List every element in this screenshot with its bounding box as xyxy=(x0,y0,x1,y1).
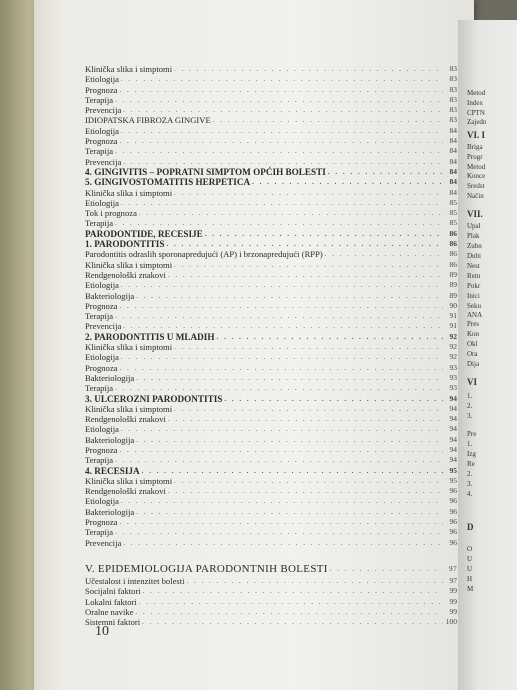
right-page-fragment-text: Dija xyxy=(467,360,480,368)
right-page-fragment xyxy=(467,192,517,202)
toc-entry xyxy=(85,218,457,228)
toc-entry-label: Učestalost i intenzitet bolesti xyxy=(85,575,185,586)
toc-leader-dots xyxy=(119,301,443,311)
toc-entry-page: 91 xyxy=(449,311,457,321)
toc-leader-dots xyxy=(135,607,443,617)
right-page-fragment-text: Briga xyxy=(467,143,483,151)
toc-entry-page: 93 xyxy=(449,362,457,372)
toc-entry-label: Klinička slika i simptomi xyxy=(85,187,173,198)
toc-entry xyxy=(85,424,457,434)
toc-entry-page: 96 xyxy=(449,506,457,516)
toc-entry-page: 84 xyxy=(449,156,457,166)
toc-entry-label: Klinička slika i simptomi xyxy=(85,475,173,486)
right-page-fragment-text: Pokr xyxy=(467,282,481,290)
toc-entry-label: Bakteriologija xyxy=(85,372,135,383)
toc-entry-label: Etiologija xyxy=(85,352,119,363)
toc-entry xyxy=(85,486,457,496)
toc-entry-label: Terapija xyxy=(85,146,114,157)
toc-entry-label: PARODONTIDE, RECESIJE xyxy=(85,228,203,239)
right-page-fragment-text: 4. xyxy=(467,490,473,498)
toc-leader-dots xyxy=(121,126,443,136)
toc-leader-dots xyxy=(213,115,443,125)
toc-entry-label: 4. RECESIJA xyxy=(85,465,140,476)
toc-leader-dots xyxy=(139,208,443,218)
right-page-fragment xyxy=(467,222,517,232)
toc-entry-page: 83 xyxy=(449,74,457,84)
toc-entry-page: 85 xyxy=(449,208,457,218)
toc-entry-label: Rendgenološki znakovi xyxy=(85,486,166,497)
toc-entry-label: Etiologija xyxy=(85,280,119,291)
toc-entry-label: Terapija xyxy=(85,527,114,538)
toc-leader-dots xyxy=(115,218,443,228)
toc-entry-page: 85 xyxy=(449,197,457,207)
toc-leader-dots xyxy=(143,586,443,596)
right-page-fragment-text: M xyxy=(467,585,474,593)
toc-entry-label: Terapija xyxy=(85,455,114,466)
toc-entry xyxy=(85,208,457,218)
right-page-fragment-text: Dubi xyxy=(467,252,481,260)
toc-entry xyxy=(85,352,457,362)
toc-leader-dots xyxy=(115,95,443,105)
toc-leader-dots xyxy=(174,342,443,352)
toc-entry-page: 89 xyxy=(449,280,457,290)
toc-entry-label: Prognoza xyxy=(85,444,118,455)
toc-entry-label: Etiologija xyxy=(85,125,119,136)
toc-leader-dots xyxy=(168,414,443,424)
right-page-fragment-text: Zubn xyxy=(467,242,482,250)
right-page-fragment xyxy=(467,252,517,262)
toc-entry-page: 99 xyxy=(449,606,457,616)
right-page-fragment-text: Inici xyxy=(467,292,480,300)
toc-entry xyxy=(85,363,457,373)
toc-entry-label: Etiologija xyxy=(85,424,119,435)
toc-entry-label: Oralne navike xyxy=(85,606,134,617)
toc-entry-label: 2. PARODONTITIS U MLADIH xyxy=(85,331,215,342)
right-page-fragment xyxy=(467,523,517,534)
right-page-fragment-text: D xyxy=(467,523,474,532)
right-page-fragment xyxy=(467,330,517,340)
right-page-fragment xyxy=(467,262,517,272)
toc-entry xyxy=(85,270,457,280)
toc-entry-label: Prevencija xyxy=(85,321,122,332)
toc-entry xyxy=(85,586,457,596)
toc-entry-page: 83 xyxy=(449,64,457,73)
toc-entry-label: 3. ULCEROZNI PARODONTITIS xyxy=(85,393,223,404)
toc-entry-label: 4. GINGIVITIS – POPRATNI SIMPTOM OPĆIH BOLESTI xyxy=(85,166,326,177)
toc-entry-page: 84 xyxy=(449,146,457,156)
right-page-fragment xyxy=(467,292,517,302)
toc-entry-page: 99 xyxy=(449,586,457,596)
toc-entry xyxy=(85,404,457,414)
right-page-fragment-text: Upal xyxy=(467,222,481,230)
toc-entry-page: 86 xyxy=(449,259,457,269)
toc-entry xyxy=(85,383,457,393)
right-page-fragment xyxy=(467,545,517,555)
right-page-fragment xyxy=(467,182,517,192)
toc-entry-label: Prognoza xyxy=(85,136,118,147)
toc-entry-page: 94 xyxy=(449,444,457,454)
toc-entry xyxy=(85,115,457,125)
toc-entry-page: 94 xyxy=(449,434,457,444)
toc-leader-dots xyxy=(115,455,443,465)
toc-leader-dots xyxy=(136,507,443,517)
toc-entry xyxy=(85,332,457,342)
toc-entry xyxy=(85,617,457,627)
toc-entry xyxy=(85,538,457,548)
toc-entry-page: 99 xyxy=(449,596,457,606)
right-page-fragment-text: Plak xyxy=(467,232,480,240)
toc-entry-page: 94 xyxy=(449,414,457,424)
toc-leader-dots xyxy=(115,527,443,537)
toc-entry-page: 97 xyxy=(449,575,457,585)
toc-entry-page: 83 xyxy=(449,105,457,115)
toc-entry-label: Prognoza xyxy=(85,517,118,528)
toc-entry-page: 83 xyxy=(449,94,457,104)
toc-entry xyxy=(85,507,457,517)
toc-entry-page: 85 xyxy=(449,218,457,228)
toc-entry xyxy=(85,301,457,311)
right-page-fragment-text: CPTN xyxy=(467,109,485,117)
right-page-fragment-text: Nest xyxy=(467,262,480,270)
toc-entry-page: 96 xyxy=(449,496,457,506)
toc-entry xyxy=(85,85,457,95)
toc-entry xyxy=(85,198,457,208)
toc-entry xyxy=(85,321,457,331)
toc-entry xyxy=(85,249,457,259)
toc-entry-label: 1. PARODONTITIS xyxy=(85,239,165,250)
right-page-fragment-text: 3. xyxy=(467,480,473,488)
right-page-fragment xyxy=(467,131,517,142)
right-page-fragment xyxy=(467,242,517,252)
right-page-fragment-text: Način xyxy=(467,192,484,200)
toc-entry-page: 89 xyxy=(449,269,457,279)
page-number: 10 xyxy=(95,624,109,639)
right-page-fragment xyxy=(467,575,517,585)
toc-leader-dots xyxy=(174,260,443,270)
toc-entry xyxy=(85,466,457,476)
toc-entry xyxy=(85,607,457,617)
toc-leader-dots xyxy=(166,239,443,249)
toc-entry-page: 96 xyxy=(449,527,457,537)
toc-entry-label: Terapija xyxy=(85,311,114,322)
toc-entry-label: Prognoza xyxy=(85,362,118,373)
toc-entry-page: 83 xyxy=(449,115,457,125)
right-page-fragment xyxy=(467,378,517,389)
toc-entry-page: 100 xyxy=(445,617,457,627)
toc-entry-label: Etiologija xyxy=(85,74,119,85)
toc-entry xyxy=(85,311,457,321)
right-page-fragment xyxy=(467,89,517,99)
toc-entry xyxy=(85,394,457,404)
toc-entry-label: Terapija xyxy=(85,94,114,105)
toc-entry-page: 96 xyxy=(449,517,457,527)
right-page-fragment xyxy=(467,470,517,480)
right-page-fragment xyxy=(467,143,517,153)
toc-entry xyxy=(85,455,457,465)
toc-leader-dots xyxy=(174,188,443,198)
toc-entry-label: Etiologija xyxy=(85,197,119,208)
toc-entry xyxy=(85,260,457,270)
right-page-fragment-text: Seku xyxy=(467,302,481,310)
toc-entry-page: 84 xyxy=(449,166,457,176)
right-page-fragment-text: VI xyxy=(467,378,478,387)
toc-leader-dots xyxy=(139,597,443,607)
right-page-fragment xyxy=(467,450,517,460)
toc-entry-page: 84 xyxy=(449,125,457,135)
toc-entry xyxy=(85,136,457,146)
toc-leader-dots xyxy=(136,435,443,445)
toc-entry xyxy=(85,229,457,239)
right-page-fragment-text: 1. xyxy=(467,440,473,448)
right-page-fragment xyxy=(467,340,517,350)
right-page-fragment-text: Metod xyxy=(467,163,486,171)
right-page-fragment xyxy=(467,282,517,292)
right-page-fragment xyxy=(467,172,517,182)
toc-leader-dots xyxy=(121,424,443,434)
toc-entry xyxy=(85,435,457,445)
toc-entry xyxy=(85,126,457,136)
toc-entry-page: 92 xyxy=(449,342,457,352)
toc-entry xyxy=(85,576,457,586)
toc-entry-label: Etiologija xyxy=(85,496,119,507)
toc-entry xyxy=(85,239,457,249)
right-page-fragment xyxy=(467,402,517,412)
toc-entry-label: Prognoza xyxy=(85,84,118,95)
toc-entry-page: 96 xyxy=(449,486,457,496)
toc-entry-label: Parodontitis odraslih sporonapredujući (AP) i brzonapredujući (RPP) xyxy=(85,249,323,260)
toc-leader-dots xyxy=(217,332,444,342)
toc-entry-page: 96 xyxy=(449,537,457,547)
right-page-fragment-text: 2. xyxy=(467,470,473,478)
right-page-fragment-text: Konce xyxy=(467,172,486,180)
toc-entry-page: 95 xyxy=(449,465,457,475)
right-page-fragment-text: 3. xyxy=(467,412,473,420)
toc-entry-page: 93 xyxy=(449,372,457,382)
toc-leader-dots xyxy=(168,270,443,280)
toc-leader-dots xyxy=(121,198,443,208)
right-page-fragment-text: O xyxy=(467,545,473,553)
right-page-fragment xyxy=(467,480,517,490)
right-page-fragment xyxy=(467,320,517,330)
toc-leader-dots xyxy=(119,136,443,146)
toc-entry-label: Klinička slika i simptomi xyxy=(85,64,173,74)
toc-entry xyxy=(85,562,457,576)
toc-leader-dots xyxy=(205,229,443,239)
toc-leader-dots xyxy=(174,64,443,74)
right-page-fragment-text: U xyxy=(467,565,473,573)
toc-entry xyxy=(85,167,457,177)
toc-leader-dots xyxy=(325,249,443,259)
toc-entry-label: Klinička slika i simptomi xyxy=(85,403,173,414)
toc-leader-dots xyxy=(121,74,443,84)
toc-leader-dots xyxy=(119,517,443,527)
toc-entry xyxy=(85,157,457,167)
toc-entry-label: Rendgenološki znakovi xyxy=(85,414,166,425)
right-page-fragment-text: Okl xyxy=(467,340,478,348)
toc-entry xyxy=(85,280,457,290)
toc-entry-page: 84 xyxy=(449,136,457,146)
right-page-fragment xyxy=(467,555,517,565)
toc-entry xyxy=(85,414,457,424)
toc-entry-page: 94 xyxy=(449,455,457,465)
toc-entry-page: 86 xyxy=(449,239,457,249)
toc-entry-label: Socijalni faktori xyxy=(85,586,141,597)
toc-entry xyxy=(85,146,457,156)
right-page-fragment-text: Sredst xyxy=(467,182,485,190)
toc-entry-page: 83 xyxy=(449,84,457,94)
right-page-fragment xyxy=(467,272,517,282)
toc-leader-dots xyxy=(123,105,443,115)
toc-leader-dots xyxy=(224,394,443,404)
right-page-fragment-text: Re xyxy=(467,460,475,468)
toc-entry xyxy=(85,445,457,455)
right-page-fragment xyxy=(467,490,517,500)
toc-leader-dots xyxy=(330,562,443,576)
toc-entry-page: 92 xyxy=(449,352,457,362)
toc-entry xyxy=(85,105,457,115)
right-page-fragment xyxy=(467,412,517,422)
right-page-fragment-text: Izg xyxy=(467,450,476,458)
right-page-fragment xyxy=(467,460,517,470)
toc-entry-page: 94 xyxy=(449,424,457,434)
toc-entry xyxy=(85,476,457,486)
toc-leader-dots xyxy=(136,373,443,383)
toc-leader-dots xyxy=(142,617,443,627)
right-page-fragment-text: 2. xyxy=(467,402,473,410)
toc-entry-label: Terapija xyxy=(85,218,114,229)
toc-entry xyxy=(85,496,457,506)
right-page-fragment xyxy=(467,565,517,575)
toc-entry-page: 84 xyxy=(449,177,457,187)
toc-leader-dots xyxy=(115,383,443,393)
toc-leader-dots xyxy=(174,404,443,414)
toc-leader-dots xyxy=(119,85,443,95)
right-page-fragment-text: Kon xyxy=(467,330,480,338)
toc-entry-label: Prevencija xyxy=(85,105,122,116)
toc-entry xyxy=(85,527,457,537)
right-page-fragment-text: Pre xyxy=(467,430,477,438)
toc-leader-dots xyxy=(119,363,443,373)
right-page-fragment-text: Pres xyxy=(467,320,480,328)
toc-leader-dots xyxy=(115,146,443,156)
right-page-fragment xyxy=(467,99,517,109)
toc-entry-label: 5. GINGIVOSTOMATITIS HERPETICA xyxy=(85,177,251,188)
toc-entry-label: Tok i prognoza xyxy=(85,208,137,219)
right-page-fragment xyxy=(467,440,517,450)
toc-leader-dots xyxy=(123,157,443,167)
right-page-fragment xyxy=(467,360,517,370)
right-page-fragment xyxy=(467,350,517,360)
toc-leader-dots xyxy=(252,177,443,187)
toc-entry-page: 94 xyxy=(449,403,457,413)
right-page-fragment-text: 1. xyxy=(467,392,473,400)
toc-leader-dots xyxy=(136,291,443,301)
right-page-fragment-text: VII. xyxy=(467,210,483,219)
right-page-fragment-text: Metod xyxy=(467,89,486,97)
toc-entry-label: Rendgenološki znakovi xyxy=(85,269,166,280)
toc-entry-label: Lokalni faktori xyxy=(85,596,137,607)
toc-entry xyxy=(85,188,457,198)
toc-leader-dots xyxy=(123,538,443,548)
table-of-contents xyxy=(85,64,457,627)
toc-entry-label: Prevencija xyxy=(85,537,122,548)
toc-entry-page: 89 xyxy=(449,290,457,300)
toc-entry-label: Terapija xyxy=(85,383,114,394)
toc-entry-label: Sistemni faktori xyxy=(85,617,141,628)
toc-entry-label: Klinička slika i simptomi xyxy=(85,259,173,270)
toc-leader-dots xyxy=(174,476,443,486)
toc-entry-page: 95 xyxy=(449,475,457,485)
toc-leader-dots xyxy=(123,321,443,331)
right-page-fragment-text: Ora xyxy=(467,350,478,358)
toc-leader-dots xyxy=(121,280,443,290)
right-page-fragment-text: ANA xyxy=(467,311,483,319)
toc-leader-dots xyxy=(328,167,443,177)
right-page-fragment xyxy=(467,430,517,440)
right-page-fragment xyxy=(467,392,517,402)
toc-entry-page: 93 xyxy=(449,383,457,393)
toc-entry-label: Bakteriologija xyxy=(85,434,135,445)
toc-entry-label: Klinička slika i simptomi xyxy=(85,342,173,353)
right-page-fragment-text: Index xyxy=(467,99,483,107)
toc-entry-page: 97 xyxy=(448,563,457,573)
right-page-fragment-text: Progr xyxy=(467,153,483,161)
toc-entry xyxy=(85,177,457,187)
toc-leader-dots xyxy=(121,352,443,362)
toc-entry xyxy=(85,373,457,383)
toc-leader-dots xyxy=(168,486,443,496)
toc-entry-label: IDIOPATSKA FIBROZA GINGIVE xyxy=(85,115,211,126)
toc-entry xyxy=(85,517,457,527)
toc-entry-label: Bakteriologija xyxy=(85,506,135,517)
right-page-fragment-text: Zajedn xyxy=(467,118,487,126)
toc-entry-label: Prognoza xyxy=(85,300,118,311)
toc-leader-dots xyxy=(187,576,443,586)
toc-leader-dots xyxy=(115,311,443,321)
right-page-fragment xyxy=(467,118,517,128)
toc-entry-label: V. EPIDEMIOLOGIJA PARODONTNIH BOLESTI xyxy=(85,562,328,575)
right-page-fragment xyxy=(467,585,517,595)
toc-entry xyxy=(85,95,457,105)
right-page-fragment-text: H xyxy=(467,575,473,583)
toc-entry-label: Bakteriologija xyxy=(85,290,135,301)
toc-leader-dots xyxy=(142,466,443,476)
right-page-fragment xyxy=(467,210,517,221)
toc-entry-page: 84 xyxy=(449,187,457,197)
right-page-fragment-text: Retn xyxy=(467,272,481,280)
right-page-fragment-text: U xyxy=(467,555,473,563)
right-page-fragment xyxy=(467,153,517,163)
right-page-fragment-text: VI. I xyxy=(467,131,486,140)
toc-entry-page: 86 xyxy=(449,228,457,238)
toc-leader-dots xyxy=(119,445,443,455)
toc-leader-dots xyxy=(121,496,443,506)
toc-entry xyxy=(85,342,457,352)
toc-entry-page: 92 xyxy=(449,331,457,341)
toc-entry-page: 86 xyxy=(449,249,457,259)
toc-entry-page: 90 xyxy=(449,300,457,310)
toc-entry-label: Prevencija xyxy=(85,156,122,167)
toc-entry-page: 94 xyxy=(449,393,457,403)
toc-entry xyxy=(85,291,457,301)
toc-entry xyxy=(85,74,457,84)
toc-entry xyxy=(85,64,457,74)
toc-entry xyxy=(85,597,457,607)
right-page-fragment xyxy=(467,232,517,242)
toc-entry-page: 91 xyxy=(449,321,457,331)
